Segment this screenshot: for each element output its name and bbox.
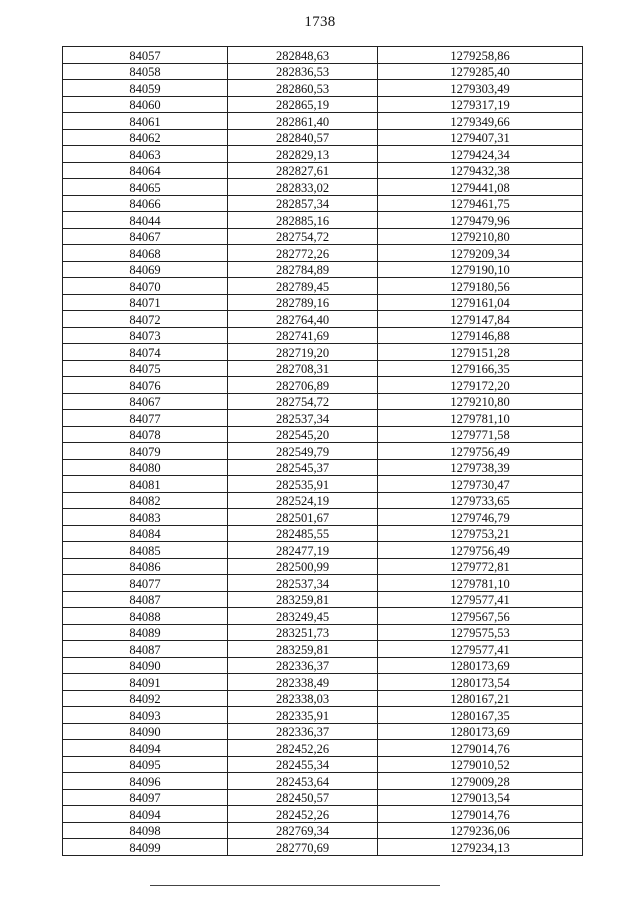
y-coordinate-cell: 1279479,96	[378, 212, 583, 229]
x-coordinate-cell: 282865,19	[228, 96, 378, 113]
x-coordinate-cell: 282784,89	[228, 261, 378, 278]
y-coordinate-cell: 1279349,66	[378, 113, 583, 130]
x-coordinate-cell: 282477,19	[228, 542, 378, 559]
point-number-cell: 84081	[63, 476, 228, 493]
table-row	[63, 608, 583, 625]
y-coordinate-cell: 1279209,34	[378, 245, 583, 262]
y-coordinate-cell: 1279172,20	[378, 377, 583, 394]
point-number-cell: 84058	[63, 63, 228, 80]
point-number-cell: 84061	[63, 113, 228, 130]
point-number-cell: 84044	[63, 212, 228, 229]
table-row	[63, 476, 583, 493]
table-row	[63, 657, 583, 674]
y-coordinate-cell: 1279151,28	[378, 344, 583, 361]
table-row	[63, 146, 583, 163]
x-coordinate-cell: 282754,72	[228, 393, 378, 410]
point-number-cell: 84089	[63, 624, 228, 641]
point-number-cell: 84094	[63, 806, 228, 823]
table-row	[63, 426, 583, 443]
y-coordinate-cell: 1279166,35	[378, 360, 583, 377]
y-coordinate-cell: 1279013,54	[378, 789, 583, 806]
point-number-cell: 84073	[63, 327, 228, 344]
y-coordinate-cell: 1280167,21	[378, 690, 583, 707]
point-number-cell: 84062	[63, 129, 228, 146]
table-row	[63, 228, 583, 245]
point-number-cell: 84078	[63, 426, 228, 443]
point-number-cell: 84057	[63, 47, 228, 64]
point-number-cell: 84075	[63, 360, 228, 377]
y-coordinate-cell: 1280173,69	[378, 723, 583, 740]
point-number-cell: 84090	[63, 657, 228, 674]
x-coordinate-cell: 282708,31	[228, 360, 378, 377]
x-coordinate-cell: 283249,45	[228, 608, 378, 625]
point-number-cell: 84079	[63, 443, 228, 460]
x-coordinate-cell: 282535,91	[228, 476, 378, 493]
x-coordinate-cell: 282860,53	[228, 80, 378, 97]
y-coordinate-cell: 1279180,56	[378, 278, 583, 295]
table-row	[63, 459, 583, 476]
y-coordinate-cell: 1279236,06	[378, 822, 583, 839]
table-row	[63, 261, 583, 278]
y-coordinate-cell: 1279746,79	[378, 509, 583, 526]
point-number-cell: 84093	[63, 707, 228, 724]
y-coordinate-cell: 1279756,49	[378, 542, 583, 559]
point-number-cell: 84087	[63, 641, 228, 658]
y-coordinate-cell: 1279147,84	[378, 311, 583, 328]
y-coordinate-cell: 1279753,21	[378, 525, 583, 542]
table-row	[63, 756, 583, 773]
x-coordinate-cell: 282335,91	[228, 707, 378, 724]
point-number-cell: 84068	[63, 245, 228, 262]
y-coordinate-cell: 1279010,52	[378, 756, 583, 773]
y-coordinate-cell: 1280173,54	[378, 674, 583, 691]
point-number-cell: 84064	[63, 162, 228, 179]
point-number-cell: 84082	[63, 492, 228, 509]
point-number-cell: 84083	[63, 509, 228, 526]
y-coordinate-cell: 1279730,47	[378, 476, 583, 493]
table-row	[63, 740, 583, 757]
x-coordinate-cell: 283259,81	[228, 591, 378, 608]
x-coordinate-cell: 282524,19	[228, 492, 378, 509]
x-coordinate-cell: 282829,13	[228, 146, 378, 163]
x-coordinate-cell: 282770,69	[228, 839, 378, 856]
y-coordinate-cell: 1279781,10	[378, 575, 583, 592]
y-coordinate-cell: 1279190,10	[378, 261, 583, 278]
x-coordinate-cell: 282789,45	[228, 278, 378, 295]
table-row	[63, 129, 583, 146]
point-number-cell: 84088	[63, 608, 228, 625]
table-row	[63, 410, 583, 427]
table-row	[63, 839, 583, 856]
table-row	[63, 96, 583, 113]
point-number-cell: 84096	[63, 773, 228, 790]
table-row	[63, 723, 583, 740]
coordinates-table-body	[63, 47, 583, 856]
x-coordinate-cell: 282754,72	[228, 228, 378, 245]
table-row	[63, 195, 583, 212]
table-row	[63, 822, 583, 839]
point-number-cell: 84087	[63, 591, 228, 608]
point-number-cell: 84067	[63, 393, 228, 410]
x-coordinate-cell: 282848,63	[228, 47, 378, 64]
point-number-cell: 84097	[63, 789, 228, 806]
table-row	[63, 641, 583, 658]
table-row	[63, 492, 583, 509]
y-coordinate-cell: 1279161,04	[378, 294, 583, 311]
x-coordinate-cell: 282453,64	[228, 773, 378, 790]
point-number-cell: 84074	[63, 344, 228, 361]
table-row	[63, 179, 583, 196]
x-coordinate-cell: 282455,34	[228, 756, 378, 773]
x-coordinate-cell: 282545,20	[228, 426, 378, 443]
page-number: 1738	[304, 14, 336, 30]
point-number-cell: 84091	[63, 674, 228, 691]
point-number-cell: 84067	[63, 228, 228, 245]
x-coordinate-cell: 282840,57	[228, 129, 378, 146]
x-coordinate-cell: 282885,16	[228, 212, 378, 229]
table-row	[63, 360, 583, 377]
y-coordinate-cell: 1279432,38	[378, 162, 583, 179]
y-coordinate-cell: 1279303,49	[378, 80, 583, 97]
y-coordinate-cell: 1279210,80	[378, 228, 583, 245]
point-number-cell: 84085	[63, 542, 228, 559]
bottom-rule	[150, 885, 440, 886]
point-number-cell: 84059	[63, 80, 228, 97]
table-row	[63, 344, 583, 361]
table-row	[63, 674, 583, 691]
x-coordinate-cell: 283251,73	[228, 624, 378, 641]
x-coordinate-cell: 283259,81	[228, 641, 378, 658]
x-coordinate-cell: 282741,69	[228, 327, 378, 344]
table-row	[63, 789, 583, 806]
y-coordinate-cell: 1279441,08	[378, 179, 583, 196]
point-number-cell: 84069	[63, 261, 228, 278]
x-coordinate-cell: 282500,99	[228, 558, 378, 575]
table-row	[63, 558, 583, 575]
point-number-cell: 84099	[63, 839, 228, 856]
x-coordinate-cell: 282549,79	[228, 443, 378, 460]
x-coordinate-cell: 282485,55	[228, 525, 378, 542]
table-row	[63, 327, 583, 344]
table-row	[63, 773, 583, 790]
y-coordinate-cell: 1280167,35	[378, 707, 583, 724]
y-coordinate-cell: 1279424,34	[378, 146, 583, 163]
point-number-cell: 84080	[63, 459, 228, 476]
point-number-cell: 84066	[63, 195, 228, 212]
point-number-cell: 84086	[63, 558, 228, 575]
table-row	[63, 509, 583, 526]
y-coordinate-cell: 1279733,65	[378, 492, 583, 509]
point-number-cell: 84071	[63, 294, 228, 311]
point-number-cell: 84092	[63, 690, 228, 707]
x-coordinate-cell: 282452,26	[228, 740, 378, 757]
x-coordinate-cell: 282452,26	[228, 806, 378, 823]
y-coordinate-cell: 1279014,76	[378, 740, 583, 757]
x-coordinate-cell: 282772,26	[228, 245, 378, 262]
y-coordinate-cell: 1279210,80	[378, 393, 583, 410]
y-coordinate-cell: 1279781,10	[378, 410, 583, 427]
x-coordinate-cell: 282764,40	[228, 311, 378, 328]
y-coordinate-cell: 1279738,39	[378, 459, 583, 476]
table-row	[63, 707, 583, 724]
point-number-cell: 84072	[63, 311, 228, 328]
x-coordinate-cell: 282336,37	[228, 723, 378, 740]
table-row	[63, 393, 583, 410]
table-row	[63, 377, 583, 394]
point-number-cell: 84077	[63, 575, 228, 592]
point-number-cell: 84076	[63, 377, 228, 394]
y-coordinate-cell: 1279258,86	[378, 47, 583, 64]
point-number-cell: 84098	[63, 822, 228, 839]
x-coordinate-cell: 282336,37	[228, 657, 378, 674]
point-number-cell: 84090	[63, 723, 228, 740]
table-row	[63, 162, 583, 179]
y-coordinate-cell: 1279567,56	[378, 608, 583, 625]
point-number-cell: 84095	[63, 756, 228, 773]
x-coordinate-cell: 282861,40	[228, 113, 378, 130]
x-coordinate-cell: 282789,16	[228, 294, 378, 311]
table-row	[63, 806, 583, 823]
y-coordinate-cell: 1279756,49	[378, 443, 583, 460]
y-coordinate-cell: 1279771,58	[378, 426, 583, 443]
table-row	[63, 294, 583, 311]
point-number-cell: 84077	[63, 410, 228, 427]
y-coordinate-cell: 1279009,28	[378, 773, 583, 790]
x-coordinate-cell: 282769,34	[228, 822, 378, 839]
point-number-cell: 84065	[63, 179, 228, 196]
y-coordinate-cell: 1279407,31	[378, 129, 583, 146]
table-row	[63, 690, 583, 707]
y-coordinate-cell: 1279461,75	[378, 195, 583, 212]
x-coordinate-cell: 282338,49	[228, 674, 378, 691]
x-coordinate-cell: 282537,34	[228, 410, 378, 427]
y-coordinate-cell: 1279772,81	[378, 558, 583, 575]
table-row	[63, 591, 583, 608]
x-coordinate-cell: 282545,37	[228, 459, 378, 476]
coordinates-table	[62, 46, 583, 856]
x-coordinate-cell: 282833,02	[228, 179, 378, 196]
x-coordinate-cell: 282706,89	[228, 377, 378, 394]
y-coordinate-cell: 1279575,53	[378, 624, 583, 641]
table-row	[63, 311, 583, 328]
y-coordinate-cell: 1279577,41	[378, 591, 583, 608]
table-row	[63, 47, 583, 64]
x-coordinate-cell: 282450,57	[228, 789, 378, 806]
y-coordinate-cell: 1279285,40	[378, 63, 583, 80]
x-coordinate-cell: 282827,61	[228, 162, 378, 179]
table-row	[63, 542, 583, 559]
table-row	[63, 80, 583, 97]
point-number-cell: 84094	[63, 740, 228, 757]
table-row	[63, 278, 583, 295]
table-row	[63, 525, 583, 542]
point-number-cell: 84063	[63, 146, 228, 163]
y-coordinate-cell: 1280173,69	[378, 657, 583, 674]
table-row	[63, 63, 583, 80]
table-row	[63, 575, 583, 592]
x-coordinate-cell: 282338,03	[228, 690, 378, 707]
y-coordinate-cell: 1279146,88	[378, 327, 583, 344]
y-coordinate-cell: 1279577,41	[378, 641, 583, 658]
y-coordinate-cell: 1279234,13	[378, 839, 583, 856]
point-number-cell: 84060	[63, 96, 228, 113]
x-coordinate-cell: 282537,34	[228, 575, 378, 592]
y-coordinate-cell: 1279014,76	[378, 806, 583, 823]
x-coordinate-cell: 282719,20	[228, 344, 378, 361]
x-coordinate-cell: 282501,67	[228, 509, 378, 526]
x-coordinate-cell: 282857,34	[228, 195, 378, 212]
point-number-cell: 84084	[63, 525, 228, 542]
table-row	[63, 443, 583, 460]
table-row	[63, 113, 583, 130]
point-number-cell: 84070	[63, 278, 228, 295]
y-coordinate-cell: 1279317,19	[378, 96, 583, 113]
x-coordinate-cell: 282836,53	[228, 63, 378, 80]
table-row	[63, 245, 583, 262]
table-row	[63, 624, 583, 641]
table-row	[63, 212, 583, 229]
